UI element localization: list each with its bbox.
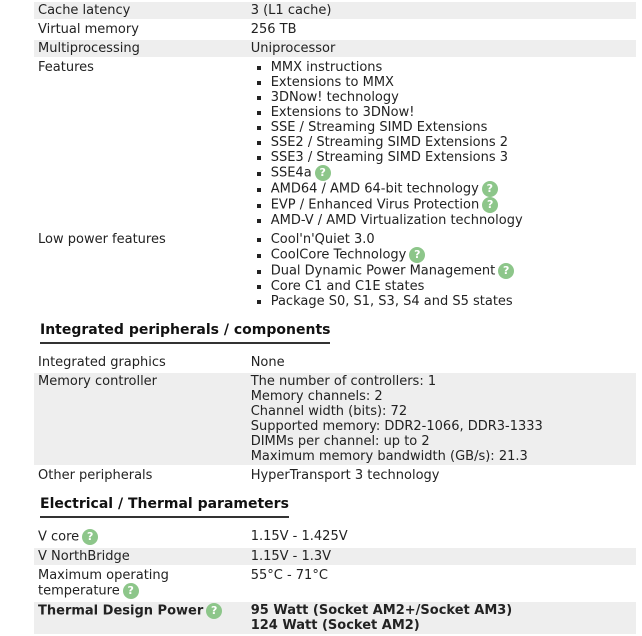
help-icon[interactable]: ?	[498, 263, 514, 279]
label-memory-controller: Memory controller	[34, 373, 247, 465]
feature-text: 3DNow! technology	[270, 90, 399, 105]
tdp-text: Thermal Design Power	[38, 603, 204, 619]
list-item	[271, 247, 632, 263]
max-temp-text-2: temperature	[38, 583, 120, 599]
feature-text: AMD64 / AMD 64-bit technology	[270, 181, 479, 197]
value-memory-controller	[247, 373, 636, 465]
list-item	[271, 90, 632, 105]
mc-line: Channel width (bits): 72	[250, 404, 408, 419]
label-vcore	[34, 528, 247, 546]
help-icon[interactable]: ?	[315, 165, 331, 181]
help-icon[interactable]: ?	[482, 181, 498, 197]
electrical-table	[34, 526, 636, 636]
section-title-electrical: Electrical / Thermal parameters	[40, 496, 289, 518]
feature-text: SSE2 / Streaming SIMD Extensions 2	[270, 135, 509, 150]
row-vnb	[34, 548, 636, 565]
label-tdp	[34, 602, 247, 634]
list-item	[271, 181, 632, 197]
value-max-temp: 55°C - 71°C	[250, 568, 328, 583]
feature-text: SSE3 / Streaming SIMD Extensions 3	[270, 150, 509, 165]
features-list	[251, 60, 632, 228]
value-low-power	[247, 231, 636, 310]
list-item	[271, 294, 632, 309]
row-cache-latency	[34, 2, 636, 19]
feature-text: MMX instructions	[270, 60, 383, 75]
label-low-power: Low power features	[38, 232, 166, 247]
spec-page	[34, 0, 636, 636]
list-item	[271, 75, 632, 90]
help-icon[interactable]: ?	[82, 529, 98, 545]
list-item	[271, 135, 632, 150]
value-multiprocessing: Uniprocessor	[247, 40, 636, 57]
row-integrated-graphics	[34, 354, 636, 371]
feature-text: SSE / Streaming SIMD Extensions	[270, 120, 488, 135]
feature-text: SSE4a	[270, 165, 312, 181]
low-power-text: Dual Dynamic Power Management	[270, 263, 496, 279]
label-max-temp	[34, 567, 247, 600]
list-item	[271, 232, 632, 247]
list-item	[271, 165, 632, 181]
label-virtual-memory: Virtual memory	[38, 22, 139, 37]
value-other-peripherals: HyperTransport 3 technology	[250, 468, 440, 483]
row-vcore	[34, 528, 636, 546]
low-power-text: Package S0, S1, S3, S4 and S5 states	[270, 294, 513, 309]
list-item	[271, 150, 632, 165]
low-power-text: Core C1 and C1E states	[270, 279, 425, 294]
list-item	[271, 105, 632, 120]
row-low-power	[34, 231, 636, 310]
value-tdp	[247, 602, 636, 634]
feature-text: EVP / Enhanced Virus Protection	[270, 197, 480, 213]
section-title-integrated: Integrated peripherals / components	[40, 322, 330, 344]
tdp-value-1: 95 Watt (Socket AM2+/Socket AM3)	[250, 603, 513, 618]
help-icon[interactable]: ?	[123, 583, 139, 599]
row-features	[34, 59, 636, 229]
mc-line: DIMMs per channel: up to 2	[250, 434, 430, 449]
label-cache-latency: Cache latency	[34, 2, 247, 19]
list-item	[271, 120, 632, 135]
feature-text: Extensions to MMX	[270, 75, 394, 90]
row-multiprocessing	[34, 40, 636, 57]
list-item	[271, 213, 632, 228]
label-multiprocessing: Multiprocessing	[34, 40, 247, 57]
low-power-text: CoolCore Technology	[270, 247, 407, 263]
row-virtual-memory	[34, 21, 636, 38]
row-max-temp	[34, 567, 636, 600]
help-icon[interactable]: ?	[482, 197, 498, 213]
value-vnb: 1.15V - 1.3V	[247, 548, 636, 565]
mc-line: The number of controllers: 1	[250, 374, 437, 389]
mc-line: Maximum memory bandwidth (GB/s): 21.3	[250, 449, 528, 464]
tdp-value-2: 124 Watt (Socket AM2)	[250, 618, 420, 633]
help-icon[interactable]: ?	[206, 603, 222, 619]
list-item	[271, 279, 632, 294]
label-features: Features	[38, 60, 94, 75]
max-temp-text-1: Maximum operating	[38, 568, 169, 583]
list-item	[271, 197, 632, 213]
label-other-peripherals: Other peripherals	[38, 468, 153, 483]
mc-line: Supported memory: DDR2-1066, DDR3-1333	[250, 419, 543, 434]
low-power-list	[251, 232, 632, 309]
feature-text: Extensions to 3DNow!	[270, 105, 415, 120]
mc-line: Memory channels: 2	[250, 389, 383, 404]
help-icon[interactable]: ?	[409, 247, 425, 263]
value-features	[247, 59, 636, 229]
list-item	[271, 263, 632, 279]
value-vcore: 1.15V - 1.425V	[250, 529, 348, 544]
row-memory-controller	[34, 373, 636, 465]
value-cache-latency: 3 (L1 cache)	[247, 2, 636, 19]
feature-text: AMD-V / AMD Virtualization technology	[270, 213, 523, 228]
list-item	[271, 60, 632, 75]
cpu-specs-table	[34, 0, 636, 312]
label-integrated-graphics: Integrated graphics	[38, 355, 166, 370]
row-tdp	[34, 602, 636, 634]
low-power-text: Cool'n'Quiet 3.0	[270, 232, 375, 247]
value-virtual-memory: 256 TB	[250, 22, 297, 37]
row-other-peripherals	[34, 467, 636, 484]
label-vnb: V NorthBridge	[34, 548, 247, 565]
value-integrated-graphics: None	[250, 355, 285, 370]
vcore-text: V core	[38, 529, 80, 545]
integrated-table	[34, 352, 636, 486]
